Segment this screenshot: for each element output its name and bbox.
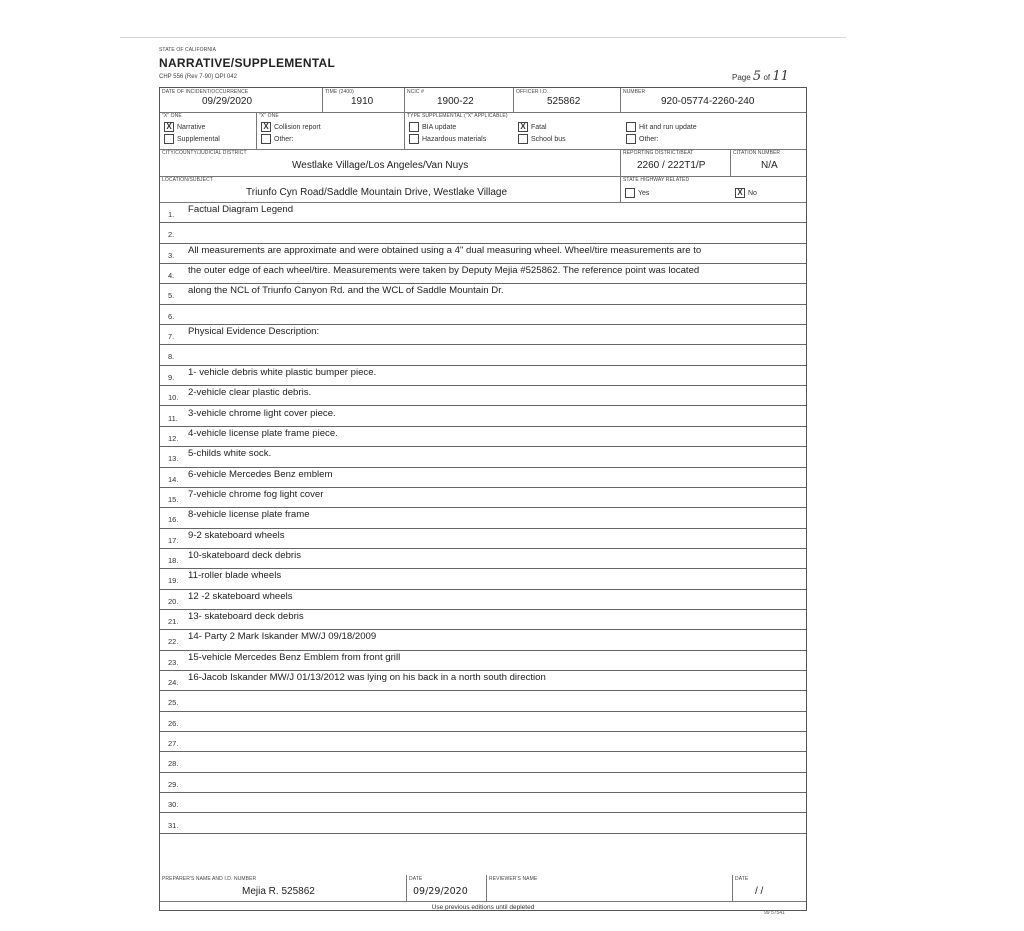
narrative-line (160, 772, 806, 793)
highway-label: STATE HIGHWAY RELATED (623, 177, 690, 183)
type-label: TYPE SUPPLEMENTAL ("X" APPLICABLE) (407, 113, 508, 119)
line-text: 2-vehicle clear plastic debris. (188, 387, 312, 399)
fatal-option[interactable] (518, 122, 547, 132)
hazmat-option[interactable] (409, 134, 486, 144)
city-label: CITY/COUNTY/JUDICIAL DISTRICT (162, 150, 247, 156)
line-text: 15-vehicle Mercedes Benz Emblem from front grill (188, 651, 401, 663)
highway-no-label: No (748, 189, 757, 197)
page-current: 5 (752, 69, 762, 84)
supplemental-label: Supplemental (177, 135, 220, 143)
other2-label: Other: (639, 135, 659, 143)
number-cell (620, 88, 806, 112)
narrative-label: Narrative (177, 123, 206, 131)
other2-checkbox[interactable] (626, 134, 636, 144)
line-text: 8-vehicle license plate frame (188, 509, 310, 521)
narrative-line (160, 731, 806, 752)
line-number: 14. (168, 474, 179, 484)
line-text: 10-skateboard deck debris (188, 549, 302, 561)
preparer-cell (160, 875, 406, 901)
narrative-line (160, 690, 806, 711)
other-option[interactable] (261, 134, 293, 144)
location-label: LOCATION/SUBJECT (162, 177, 213, 183)
citation-value: N/A (761, 160, 778, 171)
line-text: 1- vehicle debris white plastic bumper piece. (188, 366, 377, 378)
line-number: 17. (168, 535, 179, 545)
supplemental-type-cell (404, 112, 620, 149)
narrative-line (160, 548, 806, 569)
narrative-line (160, 568, 806, 589)
highway-no-option[interactable] (735, 188, 757, 198)
line-number: 8. (168, 352, 175, 362)
narrative-line (160, 792, 806, 813)
form-title: NARRATIVE/SUPPLEMENTAL (159, 56, 336, 70)
ncic-label: NCIC # (407, 89, 424, 95)
header-row-1 (160, 88, 806, 113)
ncic-value: 1900-22 (437, 96, 474, 107)
hitrun-option[interactable] (626, 122, 697, 132)
prepared-date-value: 09/29/2020 (413, 886, 468, 897)
narrative-supplemental-form (159, 47, 807, 916)
line-text: 13- skateboard deck debris (188, 611, 304, 622)
line-text: Factual Diagram Legend (188, 204, 294, 215)
line-number: 24. (168, 678, 179, 688)
highway-cell (620, 176, 806, 202)
review-date-label: DATE (735, 876, 749, 882)
header-row-3 (160, 149, 806, 177)
narrative-line (160, 813, 806, 834)
highway-yes-checkbox[interactable] (625, 188, 635, 198)
line-number: 29. (168, 779, 179, 789)
line-number: 16. (168, 515, 179, 525)
preparer-value: Mejia R. 525862 (242, 886, 315, 897)
narrative-checkbox[interactable]: X (164, 122, 174, 132)
line-text: 14- Party 2 Mark Iskander MW/J 09/18/2009 (188, 631, 377, 643)
time-label: TIME (2400) (325, 89, 354, 95)
line-number: 20. (168, 596, 179, 606)
school-bus-label: School bus (531, 135, 566, 143)
citation-cell (730, 149, 806, 176)
line-number: 12. (168, 433, 179, 443)
narrative-line (160, 243, 806, 264)
line-number: 5. (168, 291, 175, 301)
reviewer-cell (486, 875, 732, 901)
narrative-line (160, 263, 806, 284)
collision-option[interactable] (261, 122, 321, 132)
number-label: NUMBER (623, 89, 646, 95)
line-text: 3-vehicle chrome light cover piece. (188, 407, 336, 419)
form-grid (159, 87, 807, 916)
line-text: 4-vehicle license plate frame piece. (188, 427, 338, 439)
bia-option[interactable] (409, 122, 456, 132)
narrative-line (160, 446, 806, 467)
page-total: 11 (772, 69, 789, 84)
hazmat-checkbox[interactable] (409, 134, 419, 144)
collision-label: Collision report (274, 123, 321, 131)
line-number: 7. (168, 332, 175, 342)
line-number: 15. (168, 494, 179, 504)
other-checkbox[interactable] (261, 134, 271, 144)
officer-value: 525862 (547, 96, 581, 107)
narrative-line (160, 670, 806, 691)
officer-cell (513, 88, 620, 112)
line-number: 28. (168, 759, 179, 769)
line-text: 7-vehicle chrome fog light cover (188, 488, 324, 500)
line-text: the outer edge of each wheel/tire. Measurements were taken by Deputy Mejia #525862. The reference point was located (188, 265, 700, 277)
narrative-line (160, 385, 806, 406)
highway-yes-option[interactable] (625, 188, 649, 198)
time-cell (322, 88, 404, 112)
line-number: 27. (168, 739, 179, 749)
location-cell (160, 176, 620, 202)
narrative-type-cell (160, 112, 256, 149)
city-value: Westlake Village/Los Angeles/Van Nuys (292, 160, 469, 171)
line-text: All measurements are approximate and were obtained using a 4" dual measuring wheel. Wheel/tire measurements are to (188, 244, 702, 256)
line-number: 1. (168, 210, 175, 219)
page-label: Page (732, 73, 751, 82)
bia-label: BIA update (422, 123, 457, 131)
narrative-line (160, 507, 806, 528)
line-number: 22. (168, 637, 179, 647)
narrative-line (160, 751, 806, 772)
collision-checkbox[interactable]: X (261, 122, 271, 132)
prepared-date-label: DATE (409, 876, 423, 882)
date-label: DATE OF INCIDENT/OCCURRENCE (162, 89, 249, 95)
other2-option[interactable] (626, 134, 658, 144)
hazmat-label: Hazardous materials (422, 135, 487, 143)
narrative-line (160, 629, 806, 650)
citation-label: CITATION NUMBER (733, 150, 781, 156)
line-number: 4. (168, 271, 175, 281)
report-type-cell (256, 112, 404, 149)
hitrun-cell (620, 112, 806, 149)
line-number: 3. (168, 250, 175, 260)
date-cell (160, 88, 322, 112)
location-value: Triunfo Cyn Road/Saddle Mountain Drive, Westlake Village (246, 187, 508, 198)
form-code: 99 57541 (764, 910, 785, 916)
review-date-value: / / (755, 886, 764, 897)
one-label-a: "X" ONE (162, 113, 182, 119)
line-text: 11-roller blade wheels (188, 570, 282, 582)
line-text: 5-childs white sock. (188, 448, 272, 460)
signature-row (160, 875, 806, 902)
line-number: 2. (168, 230, 175, 240)
beat-cell (620, 149, 730, 176)
narrative-line (160, 426, 806, 447)
narrative-line (160, 650, 806, 671)
narrative-line (160, 589, 806, 610)
line-number: 21. (168, 617, 179, 626)
narrative-line (160, 528, 806, 549)
beat-label: REPORTING DISTRICT/BEAT (623, 150, 694, 156)
highway-yes-label: Yes (638, 189, 650, 197)
hitrun-checkbox[interactable] (626, 122, 636, 132)
highway-no-checkbox[interactable]: X (735, 188, 745, 198)
header-row-4 (160, 176, 806, 203)
narrative-line (160, 283, 806, 304)
city-cell (160, 149, 620, 176)
line-number: 31. (168, 820, 179, 830)
narrative-line (160, 487, 806, 508)
line-number: 23. (168, 657, 179, 667)
ncic-cell (404, 88, 513, 112)
beat-value: 2260 / 222T1/P (637, 160, 706, 171)
date-value: 09/29/2020 (202, 96, 253, 107)
line-number: 30. (168, 800, 179, 810)
line-text: 16-Jacob Iskander MW/J 01/13/2012 was lying on his back in a north south direction (188, 672, 546, 684)
line-text: 12 -2 skateboard wheels (188, 590, 293, 602)
fatal-label: Fatal (531, 123, 547, 131)
narrative-line (160, 406, 806, 427)
form-number: CHP 556 (Rev 7-90) OPI 042 (159, 74, 237, 80)
line-number: 10. (168, 393, 179, 403)
supplemental-option[interactable] (164, 134, 220, 144)
line-number: 19. (168, 576, 179, 586)
narrative-line (160, 222, 806, 243)
line-text: Physical Evidence Description: (188, 326, 320, 338)
line-number: 25. (168, 698, 179, 708)
line-text: 9-2 skateboard wheels (188, 529, 285, 541)
reviewer-label: REVIEWER'S NAME (489, 876, 538, 882)
narrative-line (160, 711, 806, 732)
line-number: 11. (168, 413, 178, 423)
line-number: 6. (168, 311, 175, 321)
edition-note: Use previous editions until depleted (431, 904, 535, 911)
school-bus-checkbox[interactable] (518, 134, 528, 144)
one-label-b: "X" ONE (259, 113, 279, 119)
line-text: 6-vehicle Mercedes Benz emblem (188, 468, 333, 480)
line-number: 9. (168, 372, 175, 382)
hitrun-label: Hit and run update (639, 123, 697, 131)
fatal-checkbox[interactable]: X (518, 122, 528, 132)
line-number: 13. (168, 454, 179, 464)
narrative-option[interactable] (164, 122, 205, 132)
line-number: 26. (168, 718, 179, 728)
narrative-line (160, 202, 806, 223)
header-row-2 (160, 112, 806, 150)
line-number: 18. (168, 555, 179, 565)
state-label: STATE OF CALIFORNIA (159, 47, 216, 53)
supplemental-checkbox[interactable] (164, 134, 174, 144)
narrative-line (160, 304, 806, 325)
narrative-line (160, 344, 806, 365)
page-indicator (732, 69, 789, 84)
narrative-line (160, 467, 806, 488)
other-label: Other: (274, 135, 294, 143)
narrative-line (160, 609, 806, 630)
narrative-line (160, 365, 806, 386)
school-bus-option[interactable] (518, 134, 566, 144)
bia-checkbox[interactable] (409, 122, 419, 132)
officer-label: OFFICER I.D. (516, 89, 549, 95)
page-of: of (763, 73, 771, 82)
review-date-cell (732, 875, 806, 901)
narrative-line (160, 324, 806, 345)
page-top-rule (120, 37, 846, 38)
number-value: 920-05774-2260-240 (661, 96, 755, 107)
line-text: along the NCL of Triunfo Canyon Rd. and the WCL of Saddle Mountain Dr. (188, 285, 504, 297)
preparer-label: PREPARER'S NAME AND I.D. NUMBER (162, 876, 257, 882)
time-value: 1910 (351, 96, 374, 107)
prepared-date-cell (406, 875, 486, 901)
